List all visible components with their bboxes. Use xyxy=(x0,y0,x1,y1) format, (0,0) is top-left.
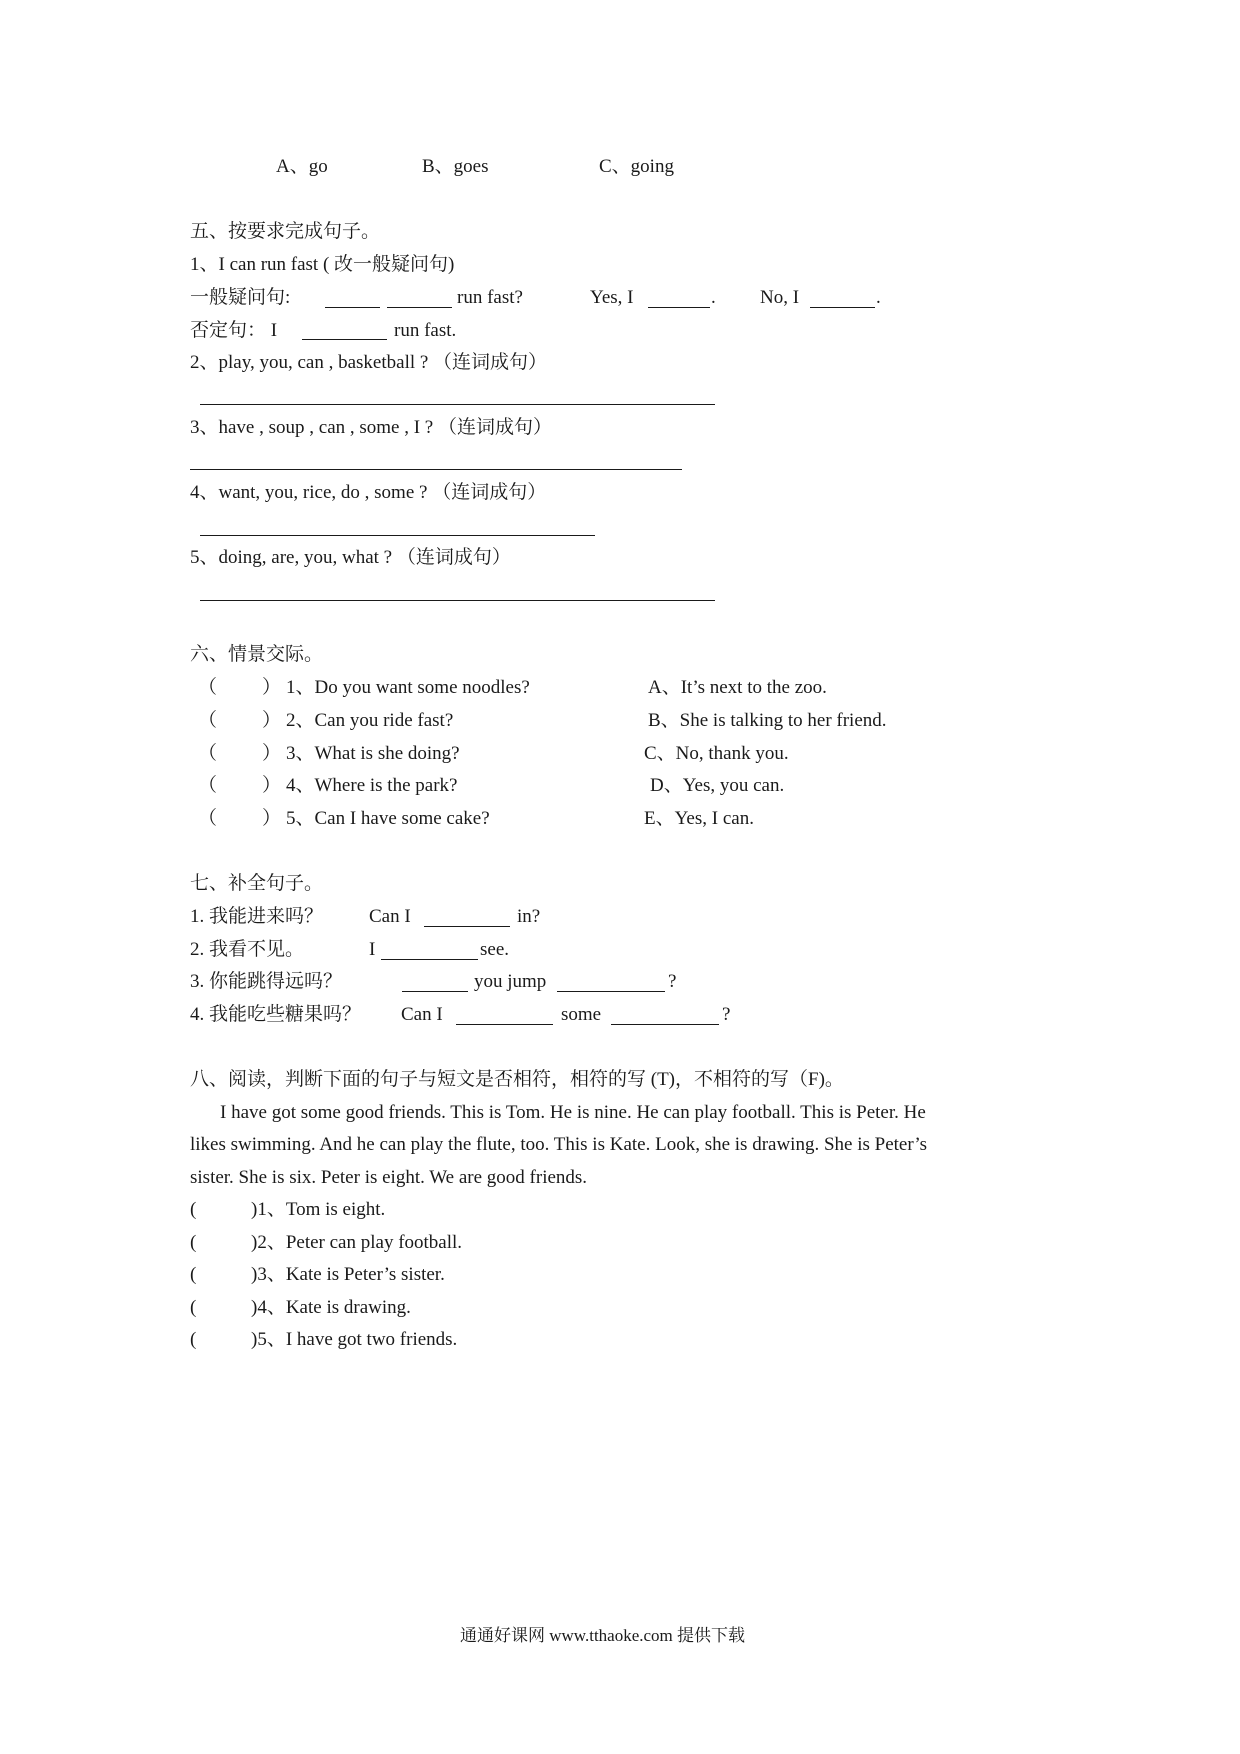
tf-item: )1、Tom is eight. xyxy=(251,1199,386,1220)
passage-line: likes swimming. And he can play the flute, too. This is Kate. Look, she is drawing. She is Peter’s xyxy=(190,1134,928,1155)
s5-q2: 2、play, you, can , basketball ? （连词成句） xyxy=(190,352,548,373)
s7-q1-en-b: in? xyxy=(517,906,541,927)
blank-line xyxy=(302,339,387,340)
answer-line xyxy=(200,535,595,536)
open-paren: （ xyxy=(198,775,218,796)
close-paren: ） xyxy=(262,710,282,731)
blank-line xyxy=(648,307,710,308)
s7-q2-cn: 2. 我看不见。 xyxy=(190,939,305,960)
close-paren: ） xyxy=(262,677,282,698)
section8-heading: 八、阅读，判断下面的句子与短文是否相符，相符的写 (T)，不相符的写（F)。 xyxy=(190,1069,844,1090)
close-paren: ） xyxy=(262,808,282,829)
s5-q1-neg-label: 否定句： I xyxy=(190,320,278,341)
blank-line xyxy=(424,926,510,927)
tf-item: )2、Peter can play football. xyxy=(251,1232,463,1253)
s5-q1-yes-end: . xyxy=(711,287,716,308)
s7-q3-en-b: ? xyxy=(668,971,677,992)
section7-heading: 七、补全句子。 xyxy=(190,873,324,894)
blank-line xyxy=(387,307,452,308)
open-paren: （ xyxy=(198,710,218,731)
open-paren: （ xyxy=(198,743,218,764)
footer-text: 通通好课网 www.tthaoke.com 提供下载 xyxy=(460,1626,746,1645)
option-c: C、going xyxy=(599,156,674,177)
passage-line: sister. She is six. Peter is eight. We are good friends. xyxy=(190,1167,588,1188)
s6-question: 1、Do you want some noodles? xyxy=(286,677,530,698)
s6-question: 5、Can I have some cake? xyxy=(286,808,490,829)
blank-line xyxy=(402,991,468,992)
s5-q1-yes: Yes, I xyxy=(590,287,634,308)
answer-line xyxy=(200,404,715,405)
s5-q1-neg-tail: run fast. xyxy=(394,320,457,341)
s7-q4-en-b: some xyxy=(561,1004,602,1025)
s7-q1-en-a: Can I xyxy=(369,906,411,927)
tf-item: )5、I have got two friends. xyxy=(251,1329,458,1350)
s6-answer: A、It’s next to the zoo. xyxy=(648,677,827,698)
s5-q5: 5、doing, are, you, what ? （连词成句） xyxy=(190,547,511,568)
s6-answer: E、Yes, I can. xyxy=(644,808,754,829)
tf-open-paren: ( xyxy=(190,1232,197,1253)
s6-question: 2、Can you ride fast? xyxy=(286,710,454,731)
s7-q2-en-b: see. xyxy=(480,939,510,960)
tf-open-paren: ( xyxy=(190,1297,197,1318)
s7-q4-en-c: ? xyxy=(722,1004,731,1025)
passage-line: I have got some good friends. This is Tom. He is nine. He can play football. This is Peter. He xyxy=(220,1102,926,1123)
blank-line xyxy=(456,1024,553,1025)
s7-q4-cn: 4. 我能吃些糖果吗？ xyxy=(190,1004,362,1025)
blank-line xyxy=(325,307,380,308)
s7-q2-en-a: I xyxy=(369,939,376,960)
open-paren: （ xyxy=(198,808,218,829)
s7-q3-cn: 3. 你能跳得远吗？ xyxy=(190,971,343,992)
blank-line xyxy=(611,1024,719,1025)
answer-line xyxy=(200,600,715,601)
s7-q4-en-a: Can I xyxy=(401,1004,443,1025)
section5-heading: 五、按要求完成句子。 xyxy=(190,221,381,242)
blank-line xyxy=(557,991,665,992)
answer-line xyxy=(190,469,682,470)
close-paren: ） xyxy=(262,743,282,764)
option-a: A、go xyxy=(276,156,328,177)
blank-line xyxy=(810,307,875,308)
tf-open-paren: ( xyxy=(190,1264,197,1285)
close-paren: ） xyxy=(262,775,282,796)
s5-q1: 1、I can run fast ( 改一般疑问句) xyxy=(190,254,455,275)
s5-q1-question-label: 一般疑问句: xyxy=(190,287,291,308)
s6-answer: B、She is talking to her friend. xyxy=(648,710,887,731)
tf-open-paren: ( xyxy=(190,1329,197,1350)
open-paren: （ xyxy=(198,677,218,698)
s6-answer: D、Yes, you can. xyxy=(650,775,785,796)
s7-q3-en-a: you jump xyxy=(474,971,547,992)
section6-heading: 六、情景交际。 xyxy=(190,644,324,665)
s5-q1-no-end: . xyxy=(876,287,881,308)
s6-answer: C、No, thank you. xyxy=(644,743,789,764)
tf-item: )4、Kate is drawing. xyxy=(251,1297,411,1318)
s7-q1-cn: 1. 我能进来吗？ xyxy=(190,906,324,927)
option-b: B、goes xyxy=(422,156,489,177)
tf-item: )3、Kate is Peter’s sister. xyxy=(251,1264,445,1285)
s6-question: 3、What is she doing? xyxy=(286,743,460,764)
s5-q1-question-tail: run fast? xyxy=(457,287,523,308)
blank-line xyxy=(381,959,478,960)
tf-open-paren: ( xyxy=(190,1199,197,1220)
s5-q4: 4、want, you, rice, do , some ? （连词成句） xyxy=(190,482,547,503)
s5-q3: 3、have , soup , can , some , I ? （连词成句） xyxy=(190,417,552,438)
s6-question: 4、Where is the park? xyxy=(286,775,458,796)
s5-q1-no: No, I xyxy=(760,287,800,308)
